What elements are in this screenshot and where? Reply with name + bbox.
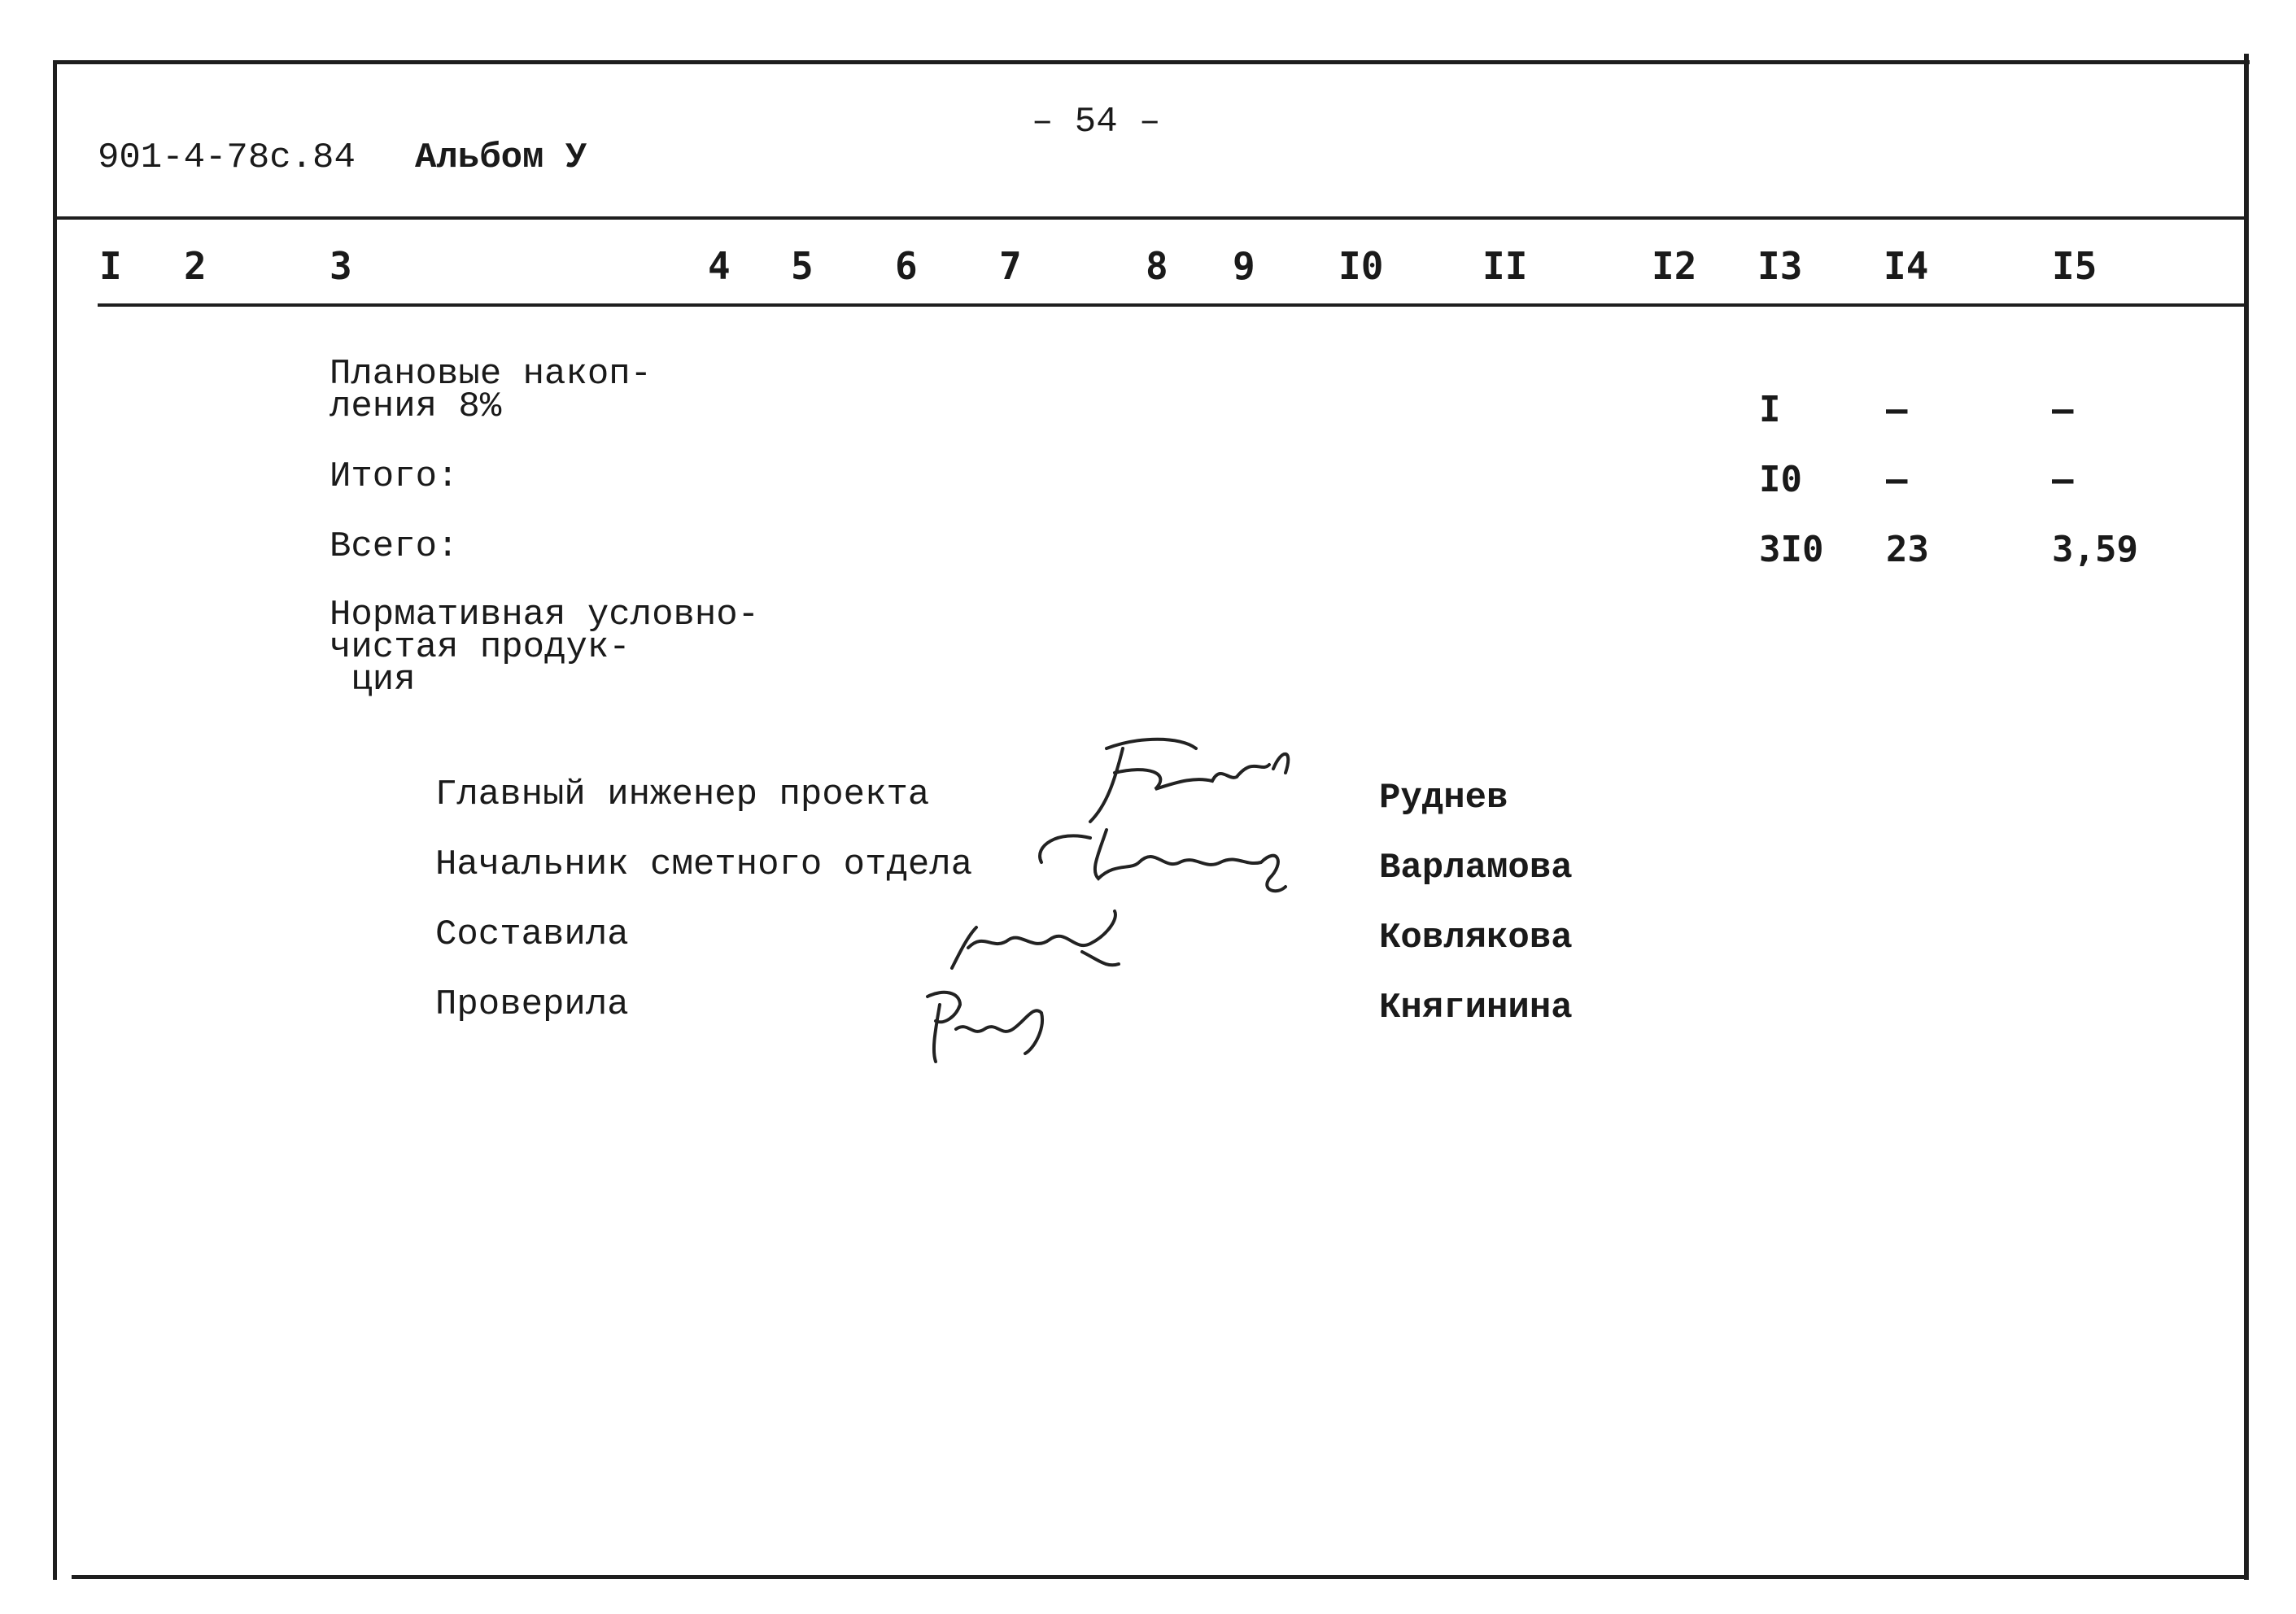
frame-top-border: [53, 60, 2250, 64]
signature-name: Варламова: [1379, 848, 1573, 888]
signature-role: Начальник сметного отдела: [435, 844, 973, 885]
page-number: – 54 –: [1032, 102, 1161, 142]
handwritten-signature: [1025, 814, 1318, 903]
column-number: 9: [1233, 244, 1255, 288]
row-label-total: Всего:: [330, 526, 459, 567]
column-number: I3: [1757, 244, 1803, 288]
handwritten-signature: [911, 980, 1066, 1070]
column-number: 7: [999, 244, 1022, 288]
column-number: I4: [1884, 244, 1929, 288]
signature-role: Главный инженер проекта: [435, 774, 930, 815]
column-number: I0: [1338, 244, 1384, 288]
row-planned-savings-col15: –: [2052, 389, 2074, 430]
column-number: I: [99, 244, 122, 288]
row-total-col13: 3I0: [1759, 529, 1824, 570]
row-subtotal-col15: –: [2052, 459, 2074, 500]
column-number: I2: [1652, 244, 1697, 288]
row-subtotal-col14: –: [1886, 459, 1908, 500]
row-planned-savings-col13: I: [1759, 389, 1781, 430]
column-number: 6: [895, 244, 918, 288]
row-label-subtotal: Итого:: [330, 456, 459, 497]
row-planned-savings-col14: –: [1886, 389, 1908, 430]
row-total-col14: 23: [1886, 529, 1929, 570]
row-label-planned-savings: Плановые накоп- ления 8%: [330, 354, 653, 427]
column-number: I5: [2052, 244, 2097, 288]
album-label: Альбом У: [415, 137, 587, 178]
signature-role: Составила: [435, 914, 629, 955]
column-header-divider: [98, 303, 2249, 307]
doc-code: 901-4-78с.84: [98, 137, 356, 178]
column-number: 2: [184, 244, 207, 288]
signature-name: Княгинина: [1379, 988, 1573, 1028]
column-number: 8: [1146, 244, 1168, 288]
signature-name: Руднев: [1379, 778, 1508, 818]
signature-role: Проверила: [435, 984, 629, 1025]
frame-bottom-border: [72, 1575, 2249, 1579]
row-subtotal-col13: I0: [1759, 459, 1802, 500]
row-label-normative-output: Нормативная условно- чистая продук- ция: [330, 595, 760, 700]
column-number: 4: [708, 244, 731, 288]
row-total-col15: 3,59: [2052, 529, 2138, 570]
signature-name: Ковлякова: [1379, 918, 1573, 958]
column-number: II: [1482, 244, 1528, 288]
frame-left-border: [53, 60, 57, 1580]
column-number: 3: [330, 244, 352, 288]
handwritten-signature: [944, 903, 1131, 976]
column-number: 5: [791, 244, 814, 288]
frame-right-border: [2244, 54, 2249, 1580]
header-divider: [53, 216, 2249, 220]
